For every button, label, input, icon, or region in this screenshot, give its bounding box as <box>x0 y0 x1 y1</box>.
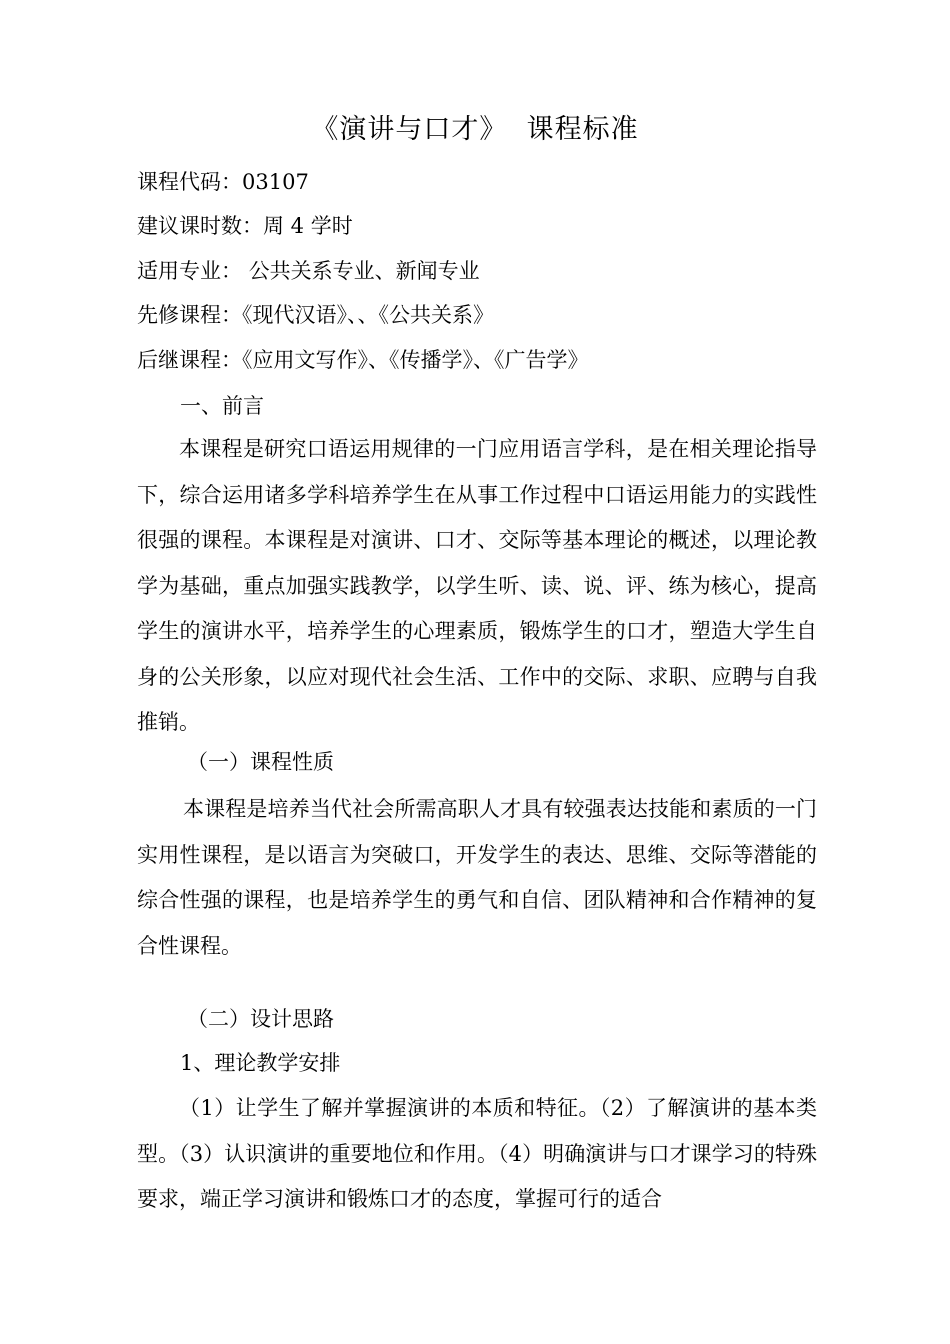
document-title: 《演讲与口才》 课程标准 <box>311 114 639 145</box>
suggested-hours: 建议课时数：周 4 学时 <box>137 214 353 238</box>
applicable-majors: 适用专业： 公共关系专业、新闻专业 <box>137 259 480 283</box>
preface-paragraph: 本课程是研究口语运用规律的一门应用语言学科，是在相关理论指导下，综合运用诸多学科培养学生在从事工作过程中口语运用能力的实践性很强的课程。本课程是对演讲、口才、交际等基本理论的概述，以理论教学为基础，重点加强实践教学，以学生听、读、说、评、练为核心，提高学生的演讲水平，培养学生的心理素质，锻炼学生的口才，塑造大学生自身的公关形象，以应对现代社会生活、工作中的交际、求职、应聘与自我推销。 <box>137 437 817 734</box>
course-nature-paragraph: 本课程是培养当代社会所需高职人才具有较强表达技能和素质的一门实用性课程，是以语言为突破口，开发学生的表达、思维、交际等潜能的综合性强的课程，也是培养学生的勇气和自信、团队精神和合作精神的复合性课程。 <box>137 797 817 958</box>
item-heading-theory: 1、理论教学安排 <box>180 1051 341 1075</box>
prerequisite-courses: 先修课程：《现代汉语》、、《公共关系》 <box>137 303 494 327</box>
followup-courses: 后继课程：《应用文写作》、《传播学》、《广告学》 <box>137 348 589 372</box>
section-heading-preface: 一、前言 <box>180 394 264 418</box>
theory-arrangement-paragraph: （1）让学生了解并掌握演讲的本质和特征。（2）了解演讲的基本类型。（3）认识演讲的重要地位和作用。（4）明确演讲与口才课学习的特殊要求，端正学习演讲和锻炼口才的态度，掌握可行的适合 <box>137 1096 817 1211</box>
subsection-heading-nature: （一）课程性质 <box>187 750 334 774</box>
course-code: 课程代码：03107 <box>137 170 309 194</box>
subsection-heading-design: （二）设计思路 <box>187 1007 334 1031</box>
